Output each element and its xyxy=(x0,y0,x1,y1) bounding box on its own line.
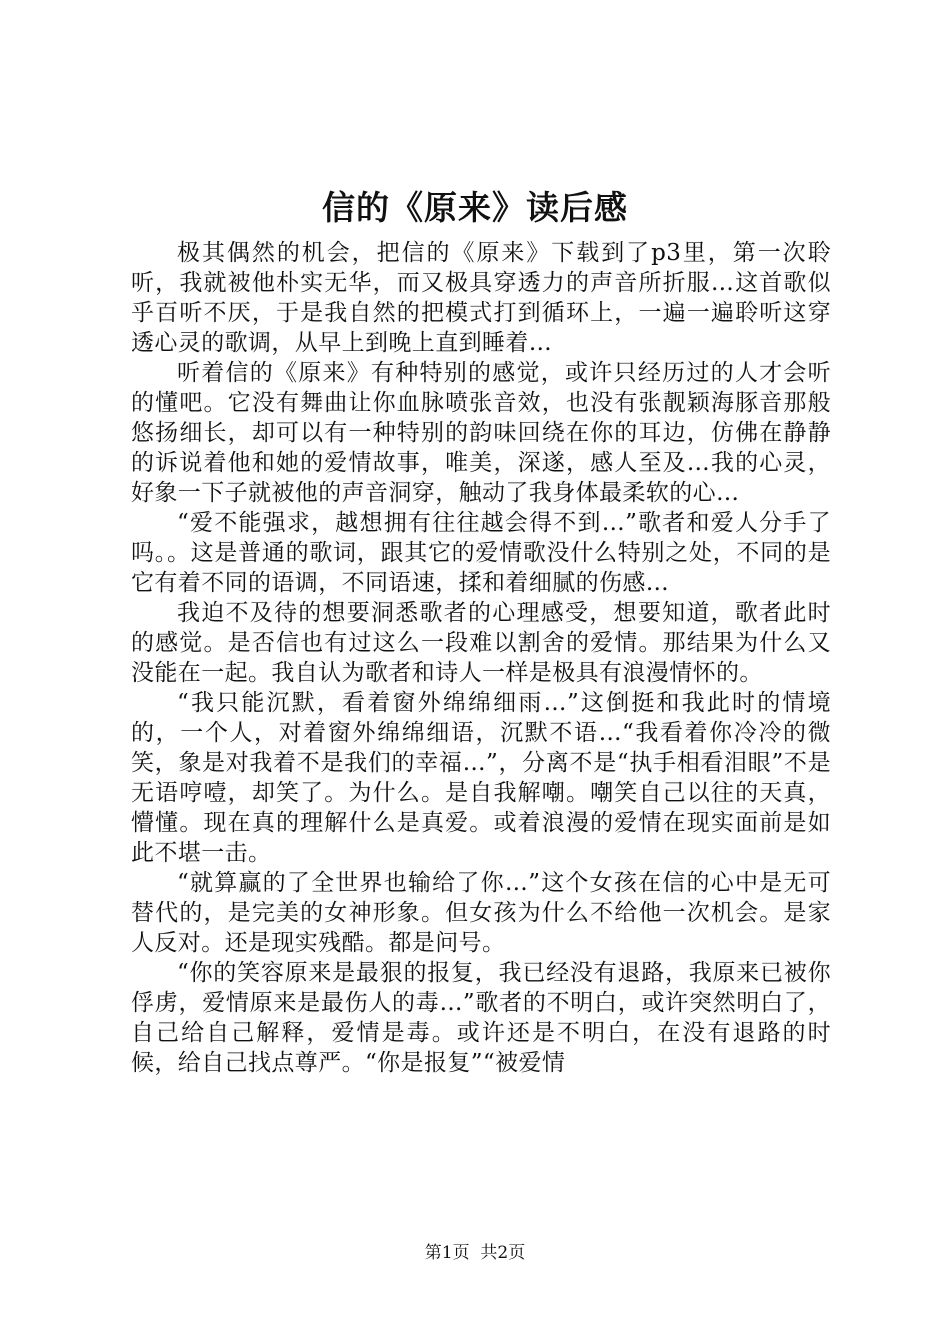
document-title: 信的《原来》读后感 xyxy=(322,188,628,227)
paragraph: “我只能沉默，看着窗外绵绵细雨…”这倒挺和我此时的情境的，一个人，对着窗外绵绵细语，沉默不语…“我看着你冷冷的微笑，象是对我着不是我们的幸福…”，分离不是“执手相看泪眼”不是无语哼噎，却笑了。为什么。是自我解嘲。嘲笑自己以往的天真，懵懂。现在真的理解什么是真爱。或着浪漫的爱情在现实面前是如此不堪一击。 xyxy=(131,690,831,866)
paragraph: 听着信的《原来》有种特别的感觉，或许只经历过的人才会听的懂吧。它没有舞曲让你血脉喷张音效，也没有张靓颖海豚音那般悠扬细长，却可以有一种特别的韵味回绕在你的耳边，仿佛在静静的诉说着他和她的爱情故事，唯美，深遂，感人至及…我的心灵，好象一下子就被他的声音洞穿，触动了我身体最柔软的心… xyxy=(131,360,831,506)
paragraph: 极其偶然的机会，把信的《原来》下载到了p3里，第一次聆听，我就被他朴实无华，而又极具穿透力的声音所折服…这首歌似乎百听不厌，于是我自然的把模式打到循环上，一遍一遍聆听这穿透心灵的歌调，从早上到晚上直到睡着… xyxy=(131,240,831,356)
page-number: 第1页 xyxy=(424,1243,470,1263)
page-footer xyxy=(0,1241,950,1265)
document-body xyxy=(131,238,831,1184)
page-total: 共2页 xyxy=(480,1243,526,1263)
paragraph: “就算赢的了全世界也输给了你…”这个女孩在信的心中是无可替代的，是完美的女神形象。但女孩为什么不给他一次机会。是家人反对。还是现实残酷。都是问号。 xyxy=(131,870,831,956)
paragraph: 我迫不及待的想要洞悉歌者的心理感受，想要知道，歌者此时的感觉。是否信也有过这么一段难以割舍的爱情。那结果为什么又没能在一起。我自认为歌者和诗人一样是极具有浪漫情怀的。 xyxy=(131,600,831,686)
paragraph: “你的笑容原来是最狠的报复，我已经没有退路，我原来已被你俘虏，爱情原来是最伤人的毒…”歌者的不明白，或许突然明白了，自己给自己解释，爱情是毒。或许还是不明白，在没有退路的时候，给自己找点尊严。“你是报复”“被爱情 xyxy=(131,960,831,1076)
paragraph: “爱不能强求，越想拥有往往越会得不到…”歌者和爱人分手了吗。。这是普通的歌词，跟其它的爱情歌没什么特别之处，不同的是它有着不同的语调，不同语速，揉和着细腻的伤感… xyxy=(131,510,831,596)
